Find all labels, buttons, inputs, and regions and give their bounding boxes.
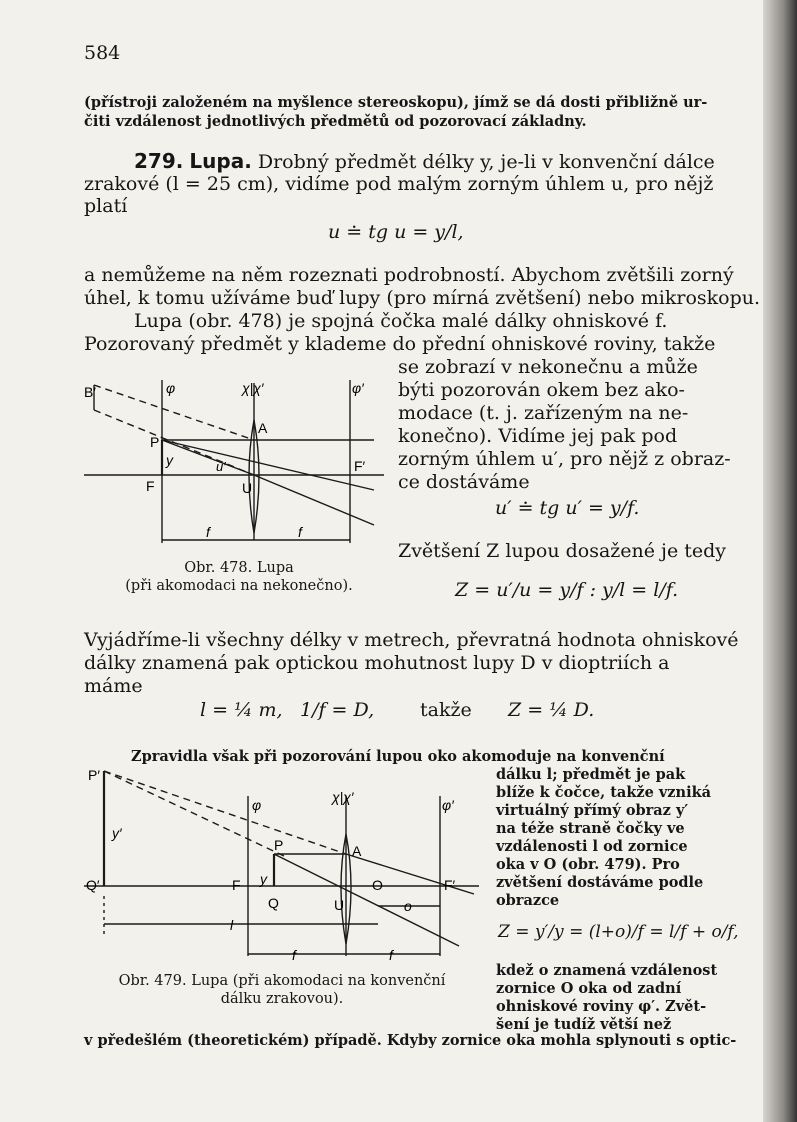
right-column-line: zorným úhlem u′, pro nějž z obraz- [398, 448, 731, 470]
label-chi: χ|χ′ [242, 380, 264, 396]
section-title: Lupa. [189, 149, 252, 173]
lower-right-after-line: zornice O oka od zadní [496, 980, 682, 997]
label-Q-prime: Q′ [86, 877, 100, 893]
ray-center [162, 440, 374, 490]
right-column-line: býti pozorován okem bez ako- [398, 379, 685, 401]
label-y-prime: y′ [112, 825, 122, 841]
section-line1: Drobný předmět délky y, je-li v konvenční dálce [257, 151, 715, 173]
label-F-prime: F′ [354, 458, 366, 474]
figure-478-diagram [84, 375, 384, 555]
body-line: platí [84, 195, 128, 217]
body-line: máme [84, 675, 143, 697]
lower-right-line: zvětšení dostáváme podle [496, 874, 704, 891]
lower-right-line: blíže k čočce, takže vzniká [496, 784, 712, 801]
word-takze: takže [420, 699, 472, 721]
label-F: F [146, 478, 155, 494]
ray-lower [254, 475, 374, 525]
label-U: U [242, 480, 253, 496]
lower-right-after-line: kdež o znamená vzdálenost [496, 962, 718, 979]
lower-right-after-line: ohniskové roviny φ′. Zvět- [496, 998, 707, 1015]
ray-center [274, 854, 459, 946]
lower-right-line: obrazce [496, 892, 560, 909]
right-column-line: se zobrazí v nekonečnu a může [398, 356, 698, 378]
label-l: l [230, 917, 234, 933]
intro-line: (přístroji založeném na myšlence stereoskopu), jímž se dá dosti přibližně ur- [84, 94, 708, 111]
last-line: v předešlém (theoretickém) případě. Kdyby zornice oka mohla splynouti s optic- [84, 1032, 737, 1049]
label-chi: χ|χ′ [332, 789, 354, 805]
figure-479-caption [84, 972, 480, 1008]
body-line: úhel, k tomu užíváme buď lupy (pro mírná zvětšení) nebo mikroskopu. [84, 287, 761, 309]
body-line: a nemůžeme na něm rozeznati podrobností. Abychom zvětšili zorný [84, 264, 734, 286]
label-y: y [166, 452, 173, 468]
label-phi: φ [166, 380, 176, 396]
right-column-line: modace (t. j. zařízeným na ne- [398, 402, 689, 424]
label-B: B′ [84, 384, 96, 400]
label-F-prime: F′ [444, 877, 456, 893]
lower-right-line: oka v O (obr. 479). Pro [496, 856, 680, 873]
label-A: A [352, 843, 362, 859]
label-f-left: f [206, 524, 210, 540]
label-A: A [258, 420, 268, 436]
intro-line: čiti vzdálenost jednotlivých předmětů od pozorovací základny. [84, 113, 587, 130]
label-y: y [260, 871, 267, 887]
label-F: F [232, 877, 241, 893]
label-O: O [372, 877, 383, 893]
right-column-line: konečno). Vidíme jej pak pod [398, 425, 678, 447]
label-P: P [150, 434, 160, 450]
lower-first-line: Zpravidla však při pozorování lupou oko akomoduje na konvenční [131, 748, 665, 765]
section-heading-line [134, 151, 715, 173]
section-number: 279. [134, 149, 184, 173]
body-line: zrakové (l = 25 cm), vidíme pod malým zorným úhlem u, pro nějž [84, 173, 714, 195]
label-U: U [334, 897, 345, 913]
dashed-ray-1 [104, 771, 346, 854]
figure-478-caption [104, 559, 374, 595]
formula-u-prime: u′ ≐ tg u′ = y/f. [495, 497, 640, 519]
formula-Z-D: Z = ¼ D. [508, 699, 595, 721]
formula-D: 1/f = D, [300, 699, 375, 721]
label-f-right: f [389, 947, 393, 963]
right-column-line: ce dostáváme [398, 471, 530, 493]
caption-line: (při akomodaci na nekonečno). [125, 578, 353, 594]
body-line: Vyjádříme-li všechny délky v metrech, převratná hodnota ohniskové [84, 629, 739, 651]
body-line: Lupa (obr. 478) je spojná čočka malé dálky ohniskové f. [134, 310, 668, 332]
body-line: Pozorovaný předmět y klademe do přední ohniskové roviny, takže [84, 333, 716, 355]
lower-right-line: dálku l; předmět je pak [496, 766, 686, 783]
lower-right-line: virtuálný přímý obraz y′ [496, 802, 689, 819]
formula-Z: Z = u′/u = y/f : y/l = l/f. [455, 579, 679, 601]
label-u-prime: u′ [216, 459, 226, 474]
label-Q: Q [268, 895, 279, 911]
formula-u-tgu: u ≐ tg u = y/l, [328, 221, 464, 243]
label-f-right: f [298, 524, 302, 540]
caption-line: dálku zrakovou). [220, 991, 344, 1007]
figure-479-diagram [84, 766, 484, 966]
label-phi-prime: φ′ [442, 797, 454, 813]
page-number: 584 [84, 42, 121, 64]
label-phi-prime: φ′ [352, 380, 364, 396]
magnification-line: Zvětšení Z lupou dosažené je tedy [398, 540, 727, 562]
lower-right-line: na téže straně čočky ve [496, 820, 685, 837]
dashed-ray-2 [104, 771, 284, 856]
label-P-prime: P′ [88, 767, 100, 783]
label-o: o [404, 898, 412, 914]
formula-Z-lower: Z = y′/y = (l+o)/f = l/f + o/f, [498, 922, 739, 942]
page-edge-shadow [763, 0, 797, 1122]
label-P: P [274, 837, 284, 853]
label-f-left: f [292, 947, 296, 963]
formula-l: l = ¼ m, [200, 699, 283, 721]
dashed-ray-2 [94, 410, 254, 475]
lower-right-after-line: šení je tudíž větší než [496, 1016, 672, 1033]
caption-line: Obr. 479. Lupa (při akomodaci na konvenční [118, 973, 446, 989]
lower-right-line: vzdálenosti l od zornice [496, 838, 688, 855]
caption-line: Obr. 478. Lupa [184, 560, 294, 576]
body-line: dálky znamená pak optickou mohutnost lupy D v dioptriích a [84, 652, 670, 674]
label-phi: φ [252, 797, 262, 813]
